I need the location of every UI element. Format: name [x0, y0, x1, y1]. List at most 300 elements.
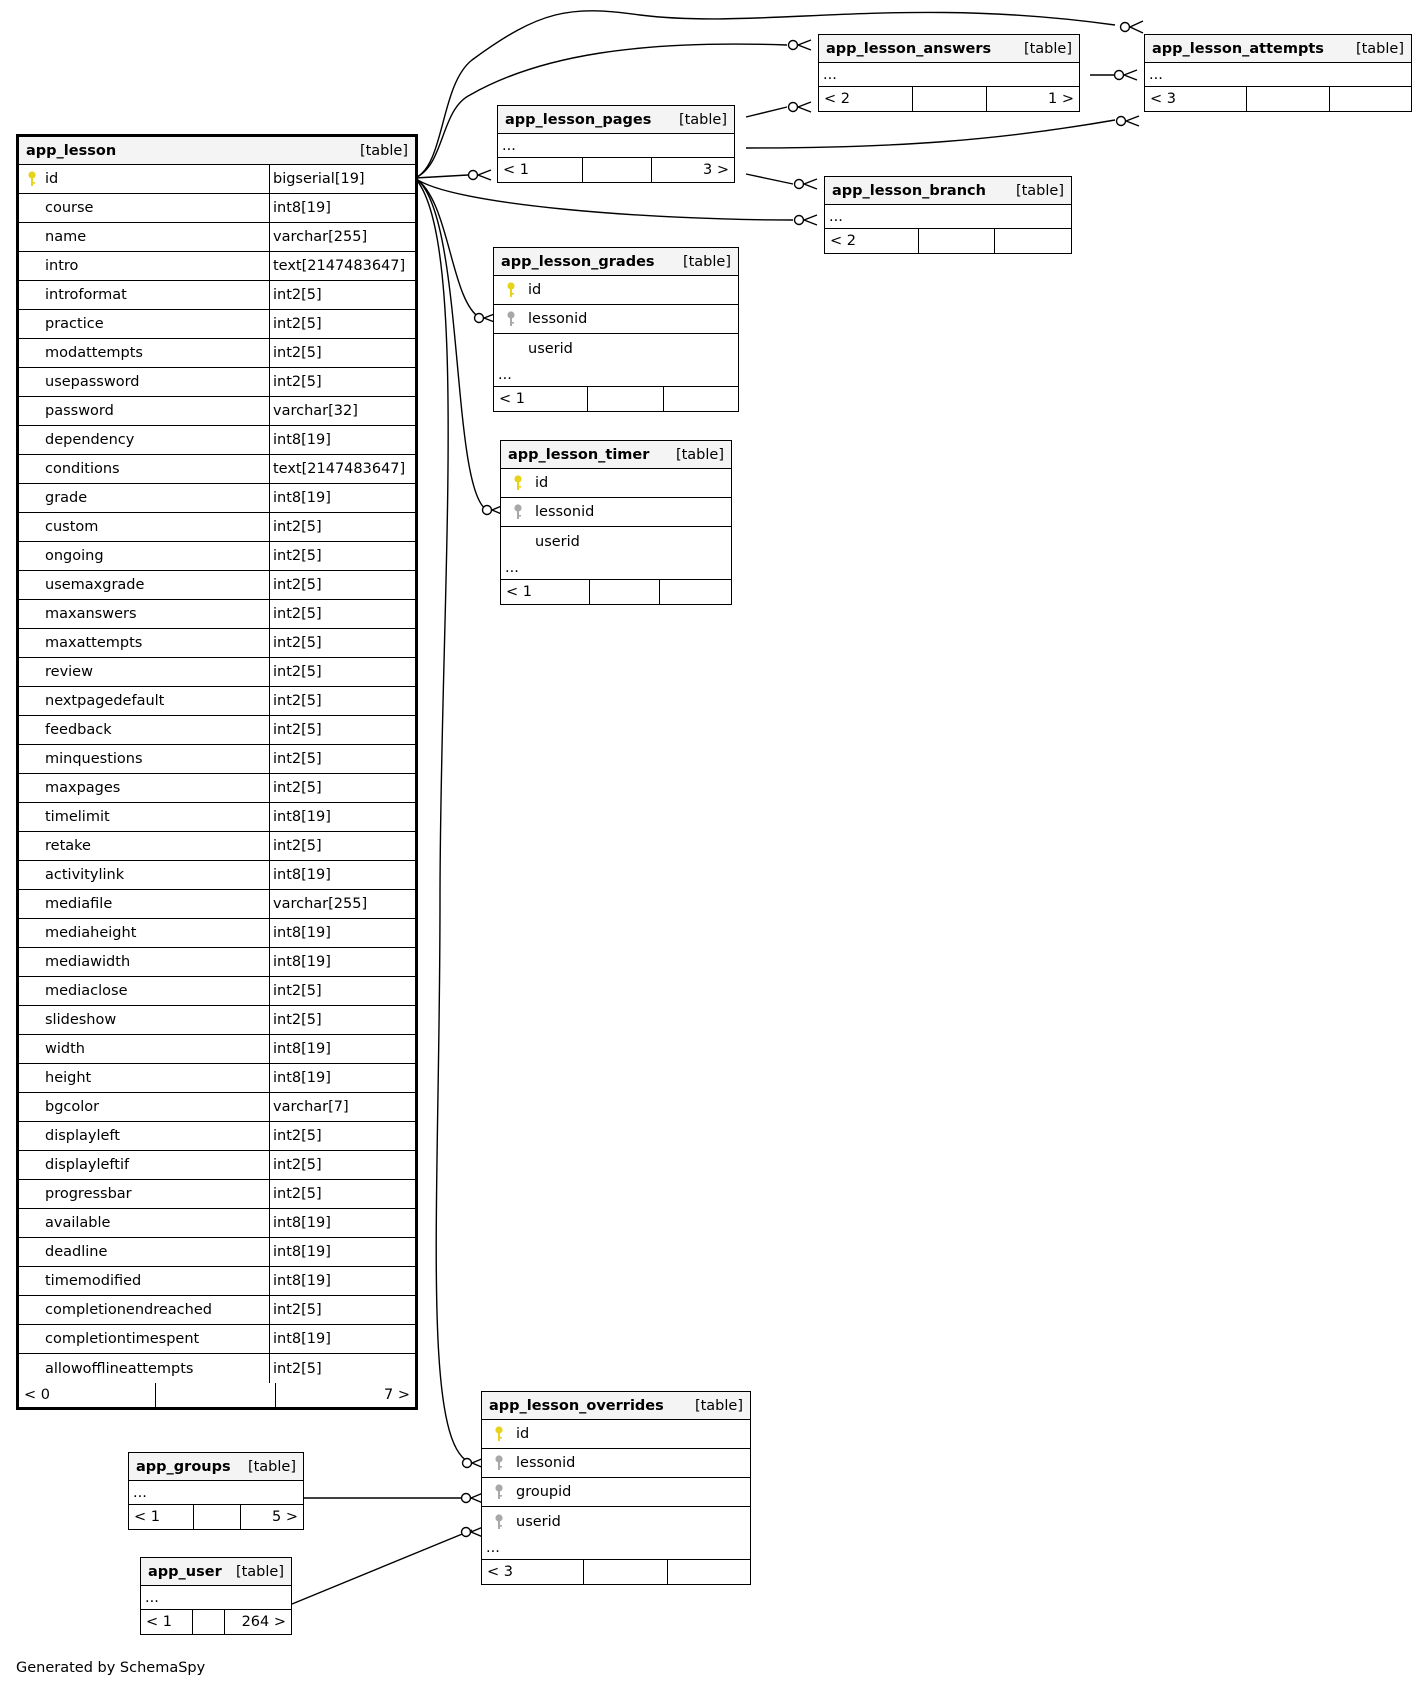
table-footer: [825, 229, 1071, 253]
column-ellipsis: ...: [141, 1586, 291, 1610]
child-count[interactable]: [659, 580, 731, 604]
column-name: mediafile: [45, 896, 113, 912]
column-name-cell: [19, 774, 270, 802]
crowfoot-attempts-pages: [1126, 116, 1139, 126]
column-name-cell: [19, 1064, 270, 1092]
column-name: userid: [516, 1513, 561, 1530]
table-app_lesson_branch[interactable]: [824, 176, 1072, 254]
column-name: lessonid: [535, 504, 595, 520]
parent-count[interactable]: < 1: [506, 584, 532, 600]
edge-lesson-overrides: [415, 178, 472, 1463]
column-name-cell: [19, 1296, 270, 1324]
column-type: int2[5]: [273, 287, 322, 303]
column-row[interactable]: [19, 368, 415, 397]
column-row[interactable]: [482, 1420, 750, 1449]
column-name-cell: [19, 919, 270, 947]
column-row[interactable]: [19, 194, 415, 223]
column-name: usemaxgrade: [45, 577, 145, 593]
column-row[interactable]: [19, 1325, 415, 1354]
column-name-cell: [19, 1238, 270, 1266]
column-name-cell: [19, 1151, 270, 1179]
parent-count[interactable]: < 2: [824, 91, 850, 107]
column-row[interactable]: [19, 716, 415, 745]
column-name: retake: [45, 838, 91, 854]
column-name-cell: [19, 977, 270, 1005]
column-row[interactable]: [501, 498, 731, 527]
column-type: int8[19]: [273, 1070, 331, 1086]
column-name: groupid: [516, 1484, 572, 1500]
column-name: feedback: [45, 722, 112, 738]
edge-lesson-timer: [415, 178, 487, 510]
parent-count[interactable]: < 1: [134, 1509, 160, 1525]
column-row[interactable]: [19, 1064, 415, 1093]
crowfoot-answers: [798, 40, 811, 50]
table-header[interactable]: [1145, 35, 1411, 63]
column-name-cell: [19, 687, 270, 715]
crowfoot-pages: [478, 170, 491, 180]
table-header[interactable]: [482, 1392, 750, 1420]
crowfoot-circle-timer: [483, 506, 492, 515]
column-name: displayleftif: [45, 1157, 130, 1173]
column-name-cell: [19, 948, 270, 976]
column-type: int2[5]: [273, 345, 322, 361]
table-name: app_lesson_grades: [501, 253, 655, 270]
table-type: [table]: [247, 1458, 296, 1475]
column-name: intro: [45, 258, 79, 274]
child-count[interactable]: [667, 1560, 750, 1584]
column-row[interactable]: [19, 1035, 415, 1064]
table-name: app_lesson_pages: [505, 111, 652, 128]
primary-key-icon: [19, 170, 45, 188]
column-name: slideshow: [45, 1012, 117, 1028]
column-name: nextpagedefault: [45, 693, 165, 709]
crowfoot-attempts-answers: [1124, 70, 1137, 80]
column-row[interactable]: [19, 1006, 415, 1035]
table-header[interactable]: [501, 441, 731, 469]
column-name: allowofflineattempts: [45, 1360, 194, 1377]
column-row[interactable]: [19, 687, 415, 716]
foreign-key-icon: [486, 1483, 512, 1501]
column-name-cell: [19, 455, 270, 483]
column-type: int2[5]: [273, 1302, 322, 1318]
column-type: int2[5]: [273, 577, 322, 593]
column-name-cell: [19, 745, 270, 773]
column-name-cell: [19, 1267, 270, 1295]
column-row[interactable]: [19, 774, 415, 803]
column-name-cell: [19, 1325, 270, 1353]
column-list: [19, 165, 415, 1383]
column-type: int2[5]: [273, 751, 322, 767]
column-name: maxanswers: [45, 606, 137, 622]
column-name: grade: [45, 490, 88, 506]
column-name: maxattempts: [45, 635, 143, 651]
column-name: review: [45, 664, 93, 680]
column-name-cell: [19, 1006, 270, 1034]
column-row[interactable]: [19, 1209, 415, 1238]
column-type: int2[5]: [273, 1128, 322, 1144]
column-type: int2[5]: [273, 1186, 322, 1202]
column-name: practice: [45, 316, 104, 332]
column-row[interactable]: [19, 890, 415, 919]
column-list: [482, 1420, 750, 1536]
table-footer: [1145, 87, 1411, 111]
column-row[interactable]: [19, 281, 415, 310]
table-header[interactable]: [129, 1453, 303, 1481]
table-type: [table]: [694, 1397, 743, 1414]
column-name-cell: [19, 339, 270, 367]
column-row[interactable]: [19, 977, 415, 1006]
column-row[interactable]: [19, 339, 415, 368]
column-name: timemodified: [45, 1273, 142, 1289]
table-type: [table]: [675, 446, 724, 463]
column-name-cell: [19, 397, 270, 425]
column-type: int2[5]: [273, 983, 322, 999]
crowfoot-circle-branch: [795, 216, 804, 225]
column-name: id: [516, 1426, 530, 1442]
crowfoot-circle-answers: [789, 41, 798, 50]
edge-lesson-pages: [415, 175, 468, 178]
edge-pages-attempts: [746, 120, 1115, 148]
table-footer: [141, 1610, 291, 1634]
generated-by-label: Generated by SchemaSpy: [16, 1660, 206, 1676]
foreign-key-icon: [486, 1454, 512, 1472]
column-row[interactable]: [19, 658, 415, 687]
column-name: id: [45, 171, 59, 187]
crowfoot-circle-pages: [469, 171, 478, 180]
column-name: deadline: [45, 1244, 108, 1260]
child-count[interactable]: 1 >: [986, 87, 1079, 111]
column-row[interactable]: [19, 1093, 415, 1122]
column-row[interactable]: [19, 310, 415, 339]
column-type: int2[5]: [273, 722, 322, 738]
column-ellipsis: ...: [482, 1536, 750, 1560]
column-name: mediaclose: [45, 983, 128, 999]
parent-count[interactable]: < 3: [1150, 91, 1176, 107]
table-type: [table]: [1023, 40, 1072, 57]
primary-key-icon: [498, 281, 524, 299]
column-name: bgcolor: [45, 1099, 100, 1115]
column-row[interactable]: [19, 252, 415, 281]
table-footer: [482, 1560, 750, 1584]
table-type: [table]: [359, 142, 408, 159]
parent-count[interactable]: < 0: [24, 1387, 50, 1403]
column-name: width: [45, 1041, 85, 1057]
column-row[interactable]: [19, 1267, 415, 1296]
crowfoot-circle-answers-pages: [789, 103, 798, 112]
column-ellipsis: ...: [1145, 63, 1411, 87]
table-name: app_user: [148, 1563, 222, 1580]
crowfoot-circle-overrides-userid: [462, 1528, 471, 1537]
column-row[interactable]: [19, 426, 415, 455]
table-footer: [819, 87, 1079, 111]
column-type: int8[19]: [273, 925, 331, 941]
table-header[interactable]: [498, 106, 734, 134]
column-name-cell: [19, 426, 270, 454]
column-name-cell: [19, 281, 270, 309]
column-name-cell: [19, 223, 270, 251]
column-name: userid: [535, 533, 580, 550]
column-type: int8[19]: [273, 809, 331, 825]
column-name-cell: [19, 310, 270, 338]
column-name-cell: [19, 658, 270, 686]
column-type: int2[5]: [273, 374, 322, 390]
column-ellipsis: ...: [501, 556, 731, 580]
crowfoot-answers-pages: [798, 102, 811, 112]
table-app_lesson_attempts[interactable]: [1144, 34, 1412, 112]
column-type: int2[5]: [273, 780, 322, 796]
child-count[interactable]: [994, 229, 1071, 253]
column-type: int8[19]: [273, 954, 331, 970]
column-type: varchar[32]: [273, 403, 358, 419]
table-header[interactable]: [141, 1558, 291, 1586]
column-row[interactable]: [19, 223, 415, 252]
column-name: dependency: [45, 432, 135, 448]
column-name-cell: [19, 803, 270, 831]
edge-user-overrides: [292, 1530, 472, 1604]
column-type: int2[5]: [273, 1360, 322, 1377]
column-name-cell: [19, 571, 270, 599]
column-row[interactable]: [494, 276, 738, 305]
column-name-cell: [19, 629, 270, 657]
column-name: mediawidth: [45, 954, 131, 970]
column-row[interactable]: [19, 1296, 415, 1325]
crowfoot-circle-attempts-pages: [1117, 117, 1126, 126]
child-count[interactable]: 5 >: [240, 1505, 303, 1529]
table-footer: [494, 387, 738, 411]
column-row[interactable]: [482, 1449, 750, 1478]
column-list: [501, 469, 731, 556]
column-ellipsis: ...: [498, 134, 734, 158]
column-name-cell: [19, 368, 270, 396]
table-footer: [498, 158, 734, 182]
column-name: id: [528, 282, 542, 298]
column-name-cell: [19, 513, 270, 541]
column-name: name: [45, 229, 87, 245]
column-list: [494, 276, 738, 363]
crowfoot-attempts: [1130, 21, 1143, 33]
column-name-cell: [19, 194, 270, 222]
column-name-cell: [19, 1035, 270, 1063]
column-name: progressbar: [45, 1186, 132, 1202]
parent-count[interactable]: < 1: [499, 391, 525, 407]
edge-lesson-grades: [415, 178, 480, 318]
column-row[interactable]: [19, 1180, 415, 1209]
column-ellipsis: ...: [494, 363, 738, 387]
column-row[interactable]: [19, 484, 415, 513]
table-app_groups[interactable]: [128, 1452, 304, 1530]
child-count[interactable]: 264 >: [224, 1610, 291, 1634]
crowfoot-circle-branch-pages: [795, 180, 804, 189]
column-name: password: [45, 403, 114, 419]
column-type: int2[5]: [273, 606, 322, 622]
column-type: int8[19]: [273, 1041, 331, 1057]
primary-key-icon: [486, 1425, 512, 1443]
column-type: int2[5]: [273, 664, 322, 680]
column-row[interactable]: [19, 745, 415, 774]
column-name: completiontimespent: [45, 1331, 200, 1347]
column-name-cell: [19, 165, 270, 193]
crowfoot-circle-overrides-lessonid: [463, 1459, 472, 1468]
table-app_user[interactable]: [140, 1557, 292, 1635]
column-type: int2[5]: [273, 838, 322, 854]
column-name: lessonid: [528, 311, 588, 327]
table-footer: [501, 580, 731, 604]
column-name: lessonid: [516, 1455, 576, 1471]
table-name: app_lesson: [26, 142, 117, 159]
crowfoot-branch-pages: [804, 179, 817, 189]
table-footer: [129, 1505, 303, 1529]
column-name: completionendreached: [45, 1302, 212, 1318]
column-name-cell: [19, 542, 270, 570]
column-row[interactable]: [19, 513, 415, 542]
column-name-cell: [19, 716, 270, 744]
column-type: varchar[7]: [273, 1099, 349, 1115]
child-count[interactable]: [1329, 87, 1411, 111]
column-row[interactable]: [482, 1478, 750, 1507]
table-header[interactable]: [19, 137, 415, 165]
table-app_lesson_timer[interactable]: [500, 440, 732, 605]
table-type: [table]: [682, 253, 731, 270]
parent-count[interactable]: < 1: [503, 162, 529, 178]
column-row[interactable]: [19, 919, 415, 948]
table-app_lesson_answers[interactable]: [818, 34, 1080, 112]
table-app_lesson_overrides[interactable]: [481, 1391, 751, 1585]
column-name: custom: [45, 519, 99, 535]
column-type: text[2147483647]: [273, 461, 406, 477]
column-name: mediaheight: [45, 925, 137, 941]
column-row[interactable]: [19, 397, 415, 426]
child-count[interactable]: [663, 387, 738, 411]
column-type: text[2147483647]: [273, 258, 406, 274]
table-type: [table]: [1355, 40, 1404, 57]
column-row[interactable]: [19, 861, 415, 890]
column-row[interactable]: [19, 803, 415, 832]
crowfoot-circle-overrides-groupid: [462, 1494, 471, 1503]
table-header[interactable]: [494, 248, 738, 276]
column-row[interactable]: [19, 832, 415, 861]
column-name: minquestions: [45, 751, 143, 767]
column-name-cell: [19, 1209, 270, 1237]
column-row[interactable]: [19, 1122, 415, 1151]
column-type: int2[5]: [273, 519, 322, 535]
column-row[interactable]: [19, 542, 415, 571]
column-name-cell: [19, 890, 270, 918]
column-name: userid: [528, 340, 573, 357]
primary-key-icon: [505, 474, 531, 492]
crowfoot-circle-grades: [475, 314, 484, 323]
column-row[interactable]: [19, 1238, 415, 1267]
column-type: int2[5]: [273, 1157, 322, 1173]
column-row[interactable]: [19, 629, 415, 658]
column-type: int8[19]: [273, 1331, 331, 1347]
column-type: int8[19]: [273, 432, 331, 448]
column-type: int8[19]: [273, 1244, 331, 1260]
column-name: displayleft: [45, 1128, 120, 1144]
column-name: conditions: [45, 461, 120, 477]
column-row[interactable]: [19, 1151, 415, 1180]
column-name-cell: [19, 252, 270, 280]
column-row[interactable]: [482, 1507, 750, 1536]
table-app_lesson_grades[interactable]: [493, 247, 739, 412]
column-type: int8[19]: [273, 200, 331, 216]
child-count[interactable]: 3 >: [651, 158, 734, 182]
column-name: course: [45, 200, 94, 216]
table-header[interactable]: [819, 35, 1079, 63]
column-type: varchar[255]: [273, 229, 368, 245]
table-footer: [19, 1383, 415, 1407]
column-ellipsis: ...: [819, 63, 1079, 87]
crowfoot-circle-attempts-answers: [1115, 71, 1124, 80]
parent-count[interactable]: < 2: [830, 233, 856, 249]
table-name: app_lesson_attempts: [1152, 40, 1324, 57]
table-name: app_lesson_answers: [826, 40, 992, 57]
table-name: app_lesson_timer: [508, 446, 650, 463]
column-name-cell: [19, 861, 270, 889]
column-name: ongoing: [45, 548, 104, 564]
column-name: introformat: [45, 287, 127, 303]
column-type: int2[5]: [273, 693, 322, 709]
edge-pages-branch: [746, 174, 793, 184]
column-name: available: [45, 1215, 111, 1231]
crowfoot-circle-attempts: [1121, 23, 1130, 32]
parent-count[interactable]: < 3: [487, 1564, 513, 1580]
column-row[interactable]: [19, 571, 415, 600]
column-name-cell: [19, 484, 270, 512]
column-ellipsis: ...: [825, 205, 1071, 229]
column-name: activitylink: [45, 867, 125, 883]
parent-count[interactable]: < 1: [146, 1614, 172, 1630]
column-type: varchar[255]: [273, 896, 368, 912]
table-type: [table]: [1015, 182, 1064, 199]
column-row[interactable]: [19, 455, 415, 484]
column-row[interactable]: [19, 600, 415, 629]
column-row[interactable]: [501, 469, 731, 498]
column-name-cell: [19, 600, 270, 628]
child-count[interactable]: 7 >: [275, 1383, 415, 1407]
column-name-cell: [19, 1180, 270, 1208]
column-name: height: [45, 1070, 92, 1086]
column-name-cell: [19, 832, 270, 860]
table-type: [table]: [235, 1563, 284, 1580]
table-header[interactable]: [825, 177, 1071, 205]
column-row[interactable]: [19, 165, 415, 194]
table-type: [table]: [678, 111, 727, 128]
column-row[interactable]: [19, 948, 415, 977]
foreign-key-icon: [498, 310, 524, 328]
column-name: modattempts: [45, 345, 143, 361]
table-name: app_lesson_overrides: [489, 1397, 664, 1414]
column-type: int2[5]: [273, 548, 322, 564]
column-name: usepassword: [45, 374, 140, 390]
table-name: app_groups: [136, 1458, 231, 1475]
table-name: app_lesson_branch: [832, 182, 986, 199]
column-row[interactable]: [501, 527, 731, 556]
column-name: maxpages: [45, 780, 121, 796]
foreign-key-icon: [486, 1513, 512, 1531]
table-app_lesson_pages[interactable]: [497, 105, 735, 183]
column-ellipsis: ...: [129, 1481, 303, 1505]
column-type: int2[5]: [273, 1012, 322, 1028]
column-row[interactable]: [494, 305, 738, 334]
column-name-cell: [19, 1122, 270, 1150]
column-type: int8[19]: [273, 867, 331, 883]
column-row[interactable]: [494, 334, 738, 363]
crowfoot-branch: [804, 215, 817, 225]
edge-pages-answers: [746, 107, 787, 117]
column-row[interactable]: [19, 1354, 415, 1383]
table-app_lesson[interactable]: [16, 134, 418, 1410]
column-type: int2[5]: [273, 316, 322, 332]
